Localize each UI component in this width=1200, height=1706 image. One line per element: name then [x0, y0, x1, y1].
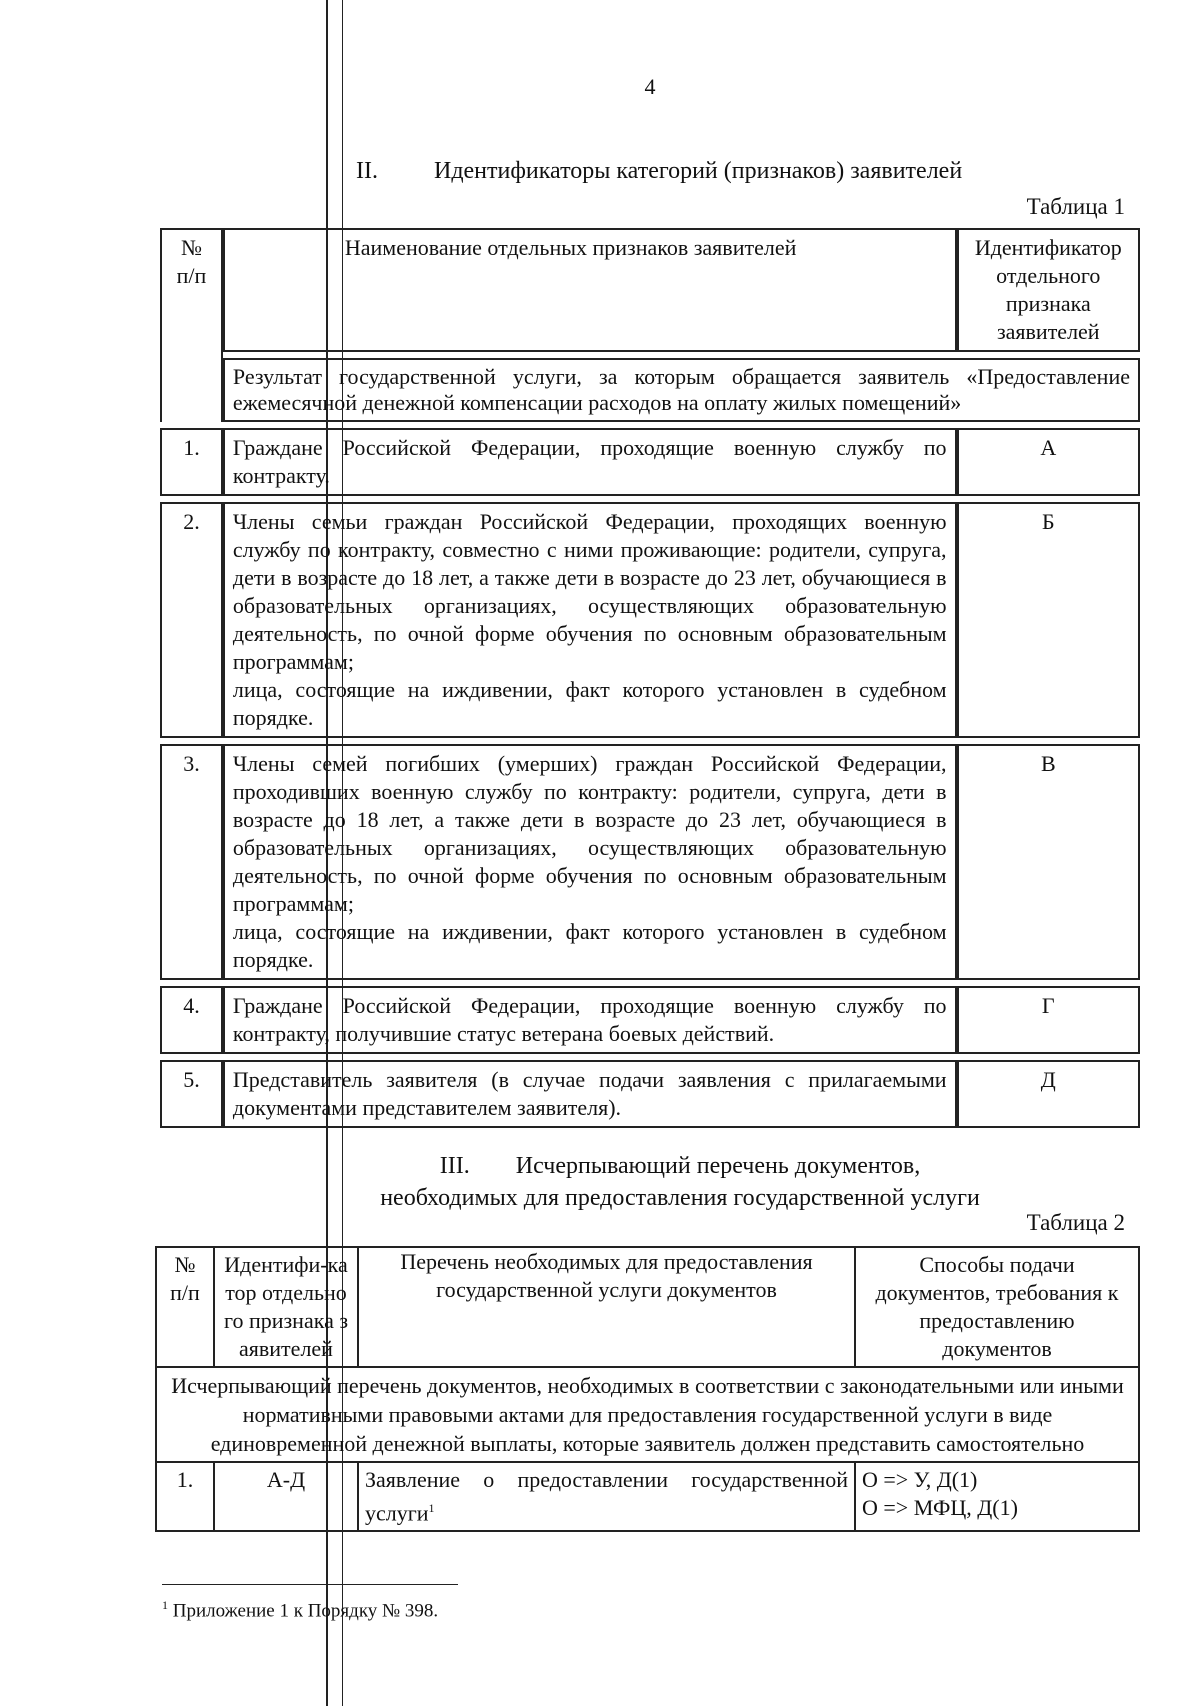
footnote — [162, 1598, 438, 1622]
row-num: 2. — [160, 502, 223, 738]
t2-method-1: О => У, Д(1) — [862, 1467, 978, 1492]
t2-span-text: Исчерпывающий перечень документов, необходимых в соответствии с законодательными или иными нормативными правовыми актами для предоставления государственной услуги в виде единовременной денежной выплаты, которые заявитель должен представить самостоятельно — [156, 1367, 1139, 1462]
section-3-number: III. — [439, 1153, 470, 1179]
row-id: В — [957, 744, 1140, 980]
row-num: 3. — [160, 744, 223, 980]
row-id: Б — [957, 502, 1140, 738]
t2-row-methods — [855, 1462, 1139, 1531]
result-text: Результат государственной услуги, за которым обращается заявитель «Предоставление ежемесячной денежной компенсации расходов на оплату жилых помещений» — [223, 358, 1140, 422]
t2-header-docs: Перечень необходимых для предоставления государственной услуги документов — [358, 1247, 855, 1367]
row-text — [223, 744, 957, 980]
table-row — [160, 744, 1140, 980]
row-num: 1. — [160, 428, 223, 496]
table-row — [160, 428, 1140, 496]
table-1-result-row — [160, 358, 1140, 422]
header-name: Наименование отдельных признаков заявителей — [223, 228, 957, 352]
table-2-header — [156, 1247, 1139, 1367]
section-2-title — [356, 158, 962, 185]
section-2-number: II. — [356, 158, 378, 184]
row-id: Д — [957, 1060, 1140, 1128]
t2-header-methods: Способы подачи документов, требования к предоставлению документов — [855, 1247, 1139, 1367]
table-1-header — [160, 228, 1140, 352]
row-text: Граждане Российской Федерации, проходящие военную службу по контракту. — [223, 428, 957, 496]
t2-header-num: № п/п — [156, 1247, 214, 1367]
table-1-caption: Таблица 1 — [1026, 194, 1125, 219]
table-row — [160, 986, 1140, 1054]
row-text-main: Члены семей погибших (умерших) граждан Российской Федерации, проходивших военную службу по контракту: родители, супруга, дети в возрасте до 18 лет, а также дети в возрасте до 23 лет, обучающиеся в образовательных организациях, осуществляющих образовательную деятельность, по очной форме обучения по основным образовательным программам; — [232, 751, 947, 916]
t2-method-2: О => МФЦ, Д(1) — [862, 1495, 1018, 1520]
t2-header-id: Идентифи-катор отдельного признака заявителей — [214, 1247, 358, 1367]
table-2-span-row — [156, 1367, 1139, 1462]
footnote-text: Приложение 1 к Порядку № 398. — [172, 1600, 439, 1622]
footnote-ref: 1 — [428, 1501, 435, 1515]
section-3-heading-line1: Исчерпывающий перечень документов, — [515, 1153, 921, 1179]
section-3-title — [330, 1150, 1030, 1214]
footnote-mark: 1 — [162, 1598, 168, 1612]
header-num: № п/п — [160, 228, 223, 422]
row-id: А — [957, 428, 1140, 496]
t2-row-num: 1. — [156, 1462, 214, 1531]
t2-row-doc — [358, 1462, 855, 1531]
table-row — [160, 502, 1140, 738]
row-id: Г — [957, 986, 1140, 1054]
footnote-separator — [162, 1584, 458, 1585]
row-num: 5. — [160, 1060, 223, 1128]
row-text: Граждане Российской Федерации, проходящие военную службу по контракту, получившие статус ветерана боевых действий. — [223, 986, 957, 1054]
page-number: 4 — [644, 74, 656, 99]
row-text — [223, 502, 957, 738]
table-2 — [155, 1246, 1140, 1532]
section-3-heading-line2: необходимых для предоставления государственной услуги — [380, 1185, 980, 1211]
table-2-caption: Таблица 2 — [1026, 1210, 1125, 1235]
table-1 — [160, 222, 1140, 1134]
table-row — [156, 1462, 1139, 1531]
section-2-heading: Идентификаторы категорий (признаков) заявителей — [433, 158, 963, 184]
row-text-extra: лица, состоящие на иждивении, факт которого установлен в судебном порядке. — [232, 919, 947, 972]
row-num: 4. — [160, 986, 223, 1054]
row-text-main: Члены семьи граждан Российской Федерации, проходящих военную службу по контракту, совместно с ними проживающие: родители, супруга, дети в возрасте до 18 лет, а также дети в возрасте до 23 лет, обучающиеся в образовательных организациях, осуществляющих образовательную деятельность, по очной форме обучения по основным образовательным программам; — [232, 509, 947, 674]
row-text: Представитель заявителя (в случае подачи заявления с прилагаемыми документами представителем заявителя). — [223, 1060, 957, 1128]
table-row — [160, 1060, 1140, 1128]
row-text-extra: лица, состоящие на иждивении, факт которого установлен в судебном порядке. — [232, 677, 947, 730]
t2-doc-text: Заявление о предоставлении государственной услуги — [365, 1467, 848, 1526]
t2-row-id: А-Д — [214, 1462, 358, 1531]
header-id: Идентификатор отдельного признака заявителей — [957, 228, 1140, 352]
